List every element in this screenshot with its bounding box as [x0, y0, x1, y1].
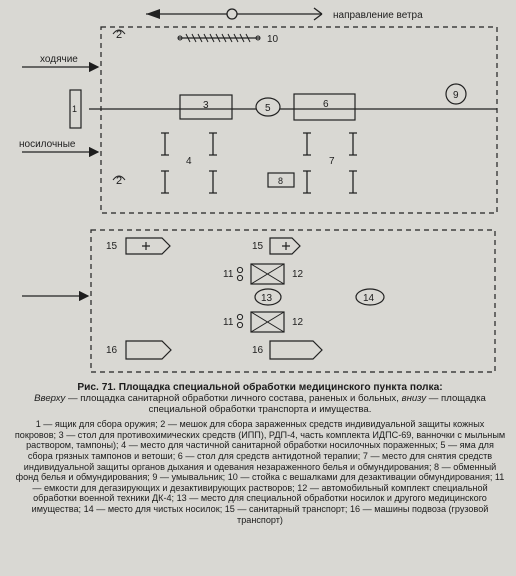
label-12-bottom: 12 — [292, 317, 304, 328]
caption-bottom-word: внизу — [401, 393, 427, 405]
label-4: 4 — [186, 156, 192, 167]
stretcher-label: носилочные — [19, 139, 76, 150]
label-3: 3 — [203, 100, 209, 111]
wind-direction-label: направление ветра — [333, 10, 423, 21]
caption-top-text: — площадка санитарной обработки личного состава, раненых и больных, — [65, 393, 402, 405]
label-10: 10 — [267, 34, 279, 45]
label-12-top: 12 — [292, 269, 304, 280]
label-16-left: 16 — [106, 345, 118, 356]
label-9: 9 — [453, 90, 459, 101]
label-1: 1 — [72, 104, 78, 114]
label-8: 8 — [278, 176, 284, 186]
caption-legend: 1 — ящик для сбора оружия; 2 — мешок для сбора зараженных средств индивидуальной защиты кожных покровов; 3 — стол для противохимических средств (ИПП), РДП-4, часть комплекта ИДПС-69, ванночки с мыльным раствором, тампоны); 4 — место для частичной санитарной обработки носилочных пораженных; 5 — яма для сбора грязных тампонов и ветоши; 6 — стол для средств антидотной терапии; 7 — место для снятия средств индивидуальной защиты органов дыхания и одевания незараженного белья и обмундирования; 8 — обменный фонд белья и обмундирования; 9 — умывальник; 10 — стойка с вешалками для дезактивации обмундирования; 11 — емкости для дегазирующих и дезактивирующих растворов; 12 — автомобильный комплект специальной обработки военной техники ДК-4; 13 — место для специальной обработки носилок и другого медицинского имущества; 14 — место для чистых носилок; 15 — санитарный транспорт; 16 — машины подвоза (грузовой транспорт) — [14, 419, 506, 525]
caption-top-word: Вверху — [34, 393, 66, 405]
label-7: 7 — [329, 156, 335, 167]
caption-summary — [14, 393, 506, 415]
label-14: 14 — [363, 293, 375, 304]
label-5: 5 — [265, 103, 271, 114]
bag-2-bottom: 2 — [116, 175, 123, 187]
wind-direction-arrow — [146, 8, 322, 20]
figure-caption — [14, 382, 506, 525]
label-11-bottom: 11 — [223, 317, 234, 328]
transport-area-border — [91, 230, 495, 372]
label-11-top: 11 — [223, 269, 234, 280]
walking-label: ходячие — [40, 54, 78, 65]
bag-2-top: 2 — [116, 29, 123, 41]
label-15-right: 15 — [252, 241, 264, 252]
supply-truck-16-left — [126, 341, 171, 359]
label-15-left: 15 — [106, 241, 118, 252]
hanger-stand-10 — [178, 34, 260, 42]
label-13: 13 — [261, 293, 273, 304]
label-6: 6 — [323, 99, 329, 110]
supply-truck-16-right — [270, 341, 322, 359]
label-16-right: 16 — [252, 345, 264, 356]
caption-bottom-text: — площадка специальной обработки транспорта и имущества. — [148, 393, 486, 416]
caption-title: Рис. 71. Площадка специальной обработки медицинского пункта полка: — [77, 382, 443, 393]
